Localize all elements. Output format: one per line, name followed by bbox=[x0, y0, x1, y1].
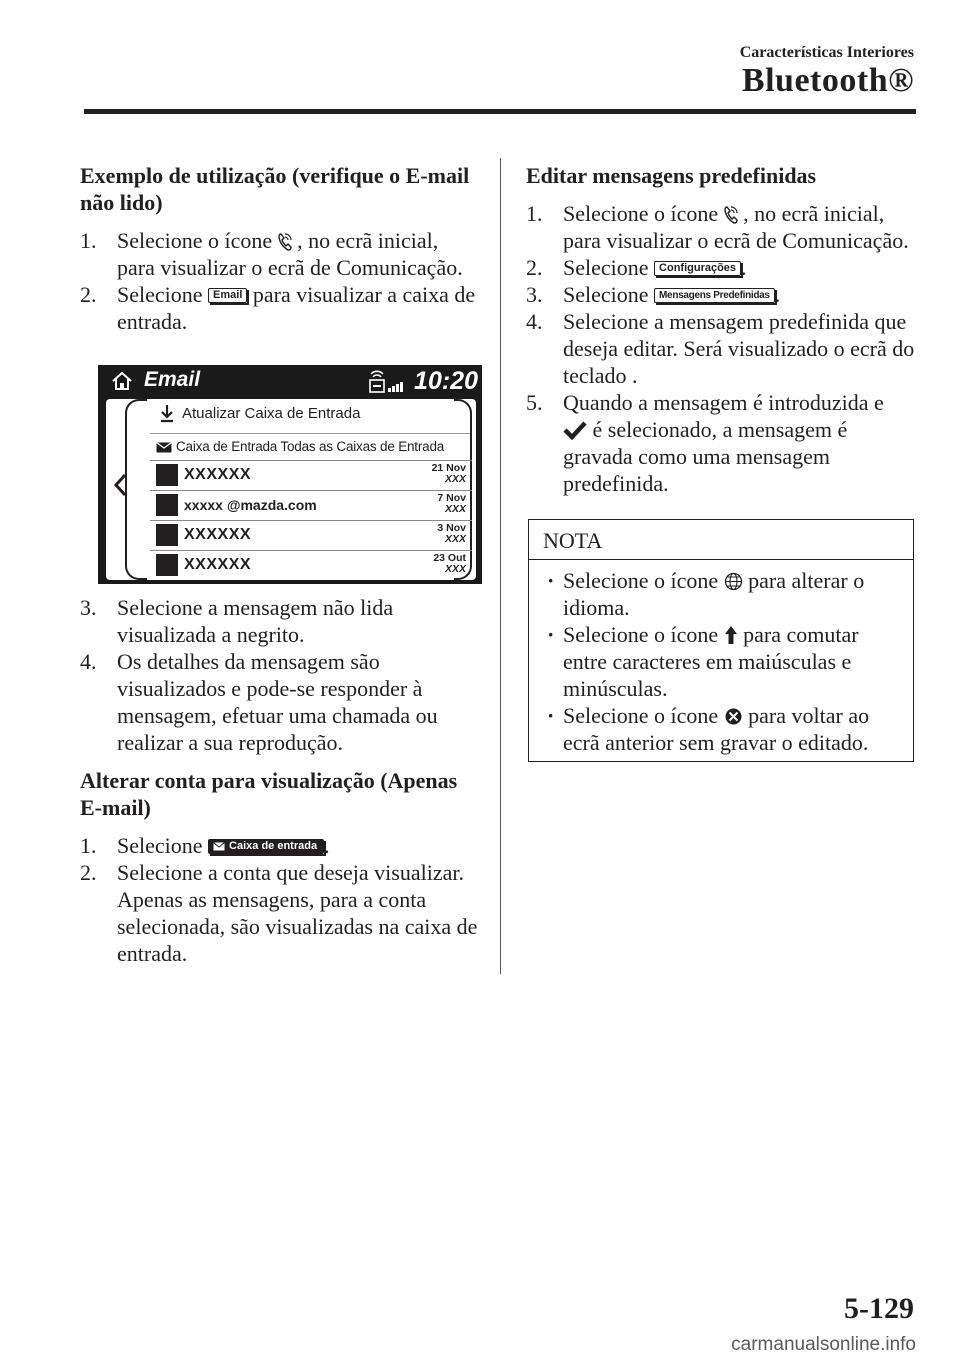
inbox-row[interactable] bbox=[150, 550, 472, 580]
inbox-tabs[interactable] bbox=[150, 433, 470, 460]
step-3 bbox=[80, 594, 480, 648]
avatar-icon bbox=[156, 494, 178, 516]
step-text: . bbox=[741, 255, 747, 280]
step-number: 1. bbox=[80, 228, 97, 253]
step-1r bbox=[526, 200, 918, 254]
step-text: Selecione bbox=[563, 282, 655, 307]
step-text: para visualizar a caixa de entrada. bbox=[117, 282, 476, 334]
communication-icon bbox=[724, 206, 738, 224]
message-date: 7 Nov XXX bbox=[437, 492, 466, 515]
update-inbox-button[interactable] bbox=[158, 405, 360, 422]
step-text: Selecione o ícone bbox=[117, 228, 278, 253]
preset-messages-button[interactable]: Mensagens Predefinidas bbox=[654, 288, 775, 303]
step-number: 4. bbox=[526, 309, 543, 334]
section-subtitle: Características Interiores bbox=[739, 44, 914, 61]
avatar-icon bbox=[156, 524, 178, 546]
signal-icon bbox=[366, 368, 406, 394]
step-2r bbox=[526, 254, 918, 281]
step-4 bbox=[80, 648, 480, 756]
step-2b bbox=[80, 859, 480, 967]
heading-change-account: Alterar conta para visualização (Apenas E-mail) bbox=[80, 768, 458, 820]
step-2 bbox=[80, 281, 480, 335]
tabs-label: Caixa de Entrada Todas as Caixas de Entrada bbox=[176, 439, 445, 454]
inbox-row[interactable] bbox=[150, 490, 472, 520]
email-screen-illustration bbox=[98, 365, 482, 584]
note-item: · Selecione o ícone para voltar ao ecrã anterior sem gravar o editado. bbox=[547, 702, 903, 756]
header-rule bbox=[84, 109, 916, 114]
sender-name: XXXXXX bbox=[184, 466, 252, 483]
inbox-button[interactable]: Caixa de entrada bbox=[208, 839, 324, 854]
screen-clock: 10:20 bbox=[414, 367, 478, 395]
right-column bbox=[526, 162, 918, 497]
home-icon[interactable] bbox=[111, 372, 133, 390]
step-text: Selecione bbox=[563, 255, 655, 280]
sender-name: XXXXXX bbox=[184, 526, 252, 543]
settings-button[interactable]: Configurações bbox=[654, 261, 741, 276]
sender-name: xxxxx @mazda.com bbox=[184, 497, 317, 513]
heading-edit-presets: Editar mensagens predefinidas bbox=[526, 163, 817, 188]
left-column-lower bbox=[80, 594, 480, 967]
screen-panel bbox=[106, 399, 476, 580]
step-5r bbox=[526, 389, 918, 497]
step-number: 3. bbox=[80, 595, 97, 620]
close-icon bbox=[724, 707, 743, 726]
update-label: Atualizar Caixa de Entrada bbox=[182, 405, 361, 422]
frame-left bbox=[125, 399, 147, 580]
left-column bbox=[80, 162, 480, 335]
step-number: 3. bbox=[526, 282, 543, 307]
message-date: 23 Out XXX bbox=[433, 552, 466, 575]
checkmark-icon bbox=[563, 420, 587, 440]
step-text: Selecione a mensagem não lida visualizada a negrito. bbox=[117, 595, 394, 647]
step-text: é selecionado, a mensagem é gravada como uma mensagem predefinida. bbox=[563, 417, 848, 496]
step-text: Os detalhes da mensagem são visualizados e pode-se responder à mensagem, efetuar uma chamada ou realizar a sua reprodução. bbox=[117, 649, 438, 755]
envelope-icon bbox=[156, 442, 172, 453]
step-text: Quando a mensagem é introduzida e bbox=[563, 390, 884, 415]
note-box bbox=[528, 519, 914, 762]
message-date: 3 Nov XXX bbox=[437, 522, 466, 545]
watermark: carmanualsonline.info bbox=[731, 1334, 916, 1355]
step-number: 5. bbox=[526, 390, 543, 415]
page-number: 5-129 bbox=[844, 1292, 914, 1325]
step-text: . bbox=[324, 833, 330, 858]
email-button[interactable]: Email bbox=[208, 288, 247, 303]
page-title: Bluetooth® bbox=[741, 62, 914, 99]
globe-icon bbox=[724, 572, 743, 591]
step-text: Selecione a mensagem predefinida que deseja editar. Será visualizado o ecrã do teclado . bbox=[563, 309, 915, 388]
note-item: · Selecione o ícone para alterar o idioma. bbox=[547, 567, 903, 621]
step-text: . bbox=[774, 282, 781, 307]
inbox-row[interactable] bbox=[150, 460, 472, 490]
shift-arrow-icon bbox=[724, 625, 738, 645]
step-number: 4. bbox=[80, 649, 97, 674]
step-number: 1. bbox=[526, 201, 543, 226]
back-arrow-icon[interactable] bbox=[113, 473, 127, 497]
inbox-row[interactable] bbox=[150, 520, 472, 550]
step-text: Selecione bbox=[117, 833, 209, 858]
message-date: 21 Nov XXX bbox=[431, 462, 466, 485]
step-text: Selecione a conta que deseja visualizar. Apenas as mensagens, para a conta selecionada, são visualizadas na caixa de entrada. bbox=[117, 860, 478, 966]
step-number: 1. bbox=[80, 833, 97, 858]
step-4r bbox=[526, 308, 918, 389]
avatar-icon bbox=[156, 464, 178, 486]
step-text: , no ecrã inicial, para visualizar o ecrã de Comunicação. bbox=[563, 201, 909, 253]
step-text: Selecione o ícone bbox=[563, 201, 724, 226]
step-text: Selecione bbox=[117, 282, 209, 307]
heading-check-unread: Exemplo de utilização (verifique o E-mail não lido) bbox=[80, 163, 470, 215]
communication-icon bbox=[278, 233, 292, 251]
note-item: · Selecione o ícone para comutar entre caracteres em maiúsculas e minúsculas. bbox=[547, 621, 903, 702]
note-title: NOTA bbox=[529, 520, 913, 560]
avatar-icon bbox=[156, 554, 178, 576]
step-3r bbox=[526, 281, 918, 308]
screen-title: Email bbox=[144, 368, 201, 391]
column-divider bbox=[500, 158, 501, 974]
download-icon bbox=[160, 405, 174, 423]
step-1b bbox=[80, 832, 480, 859]
step-number: 2. bbox=[80, 282, 97, 307]
sender-name: XXXXXX bbox=[184, 556, 252, 573]
envelope-icon bbox=[213, 842, 225, 851]
step-number: 2. bbox=[80, 860, 97, 885]
step-1 bbox=[80, 227, 480, 281]
step-text: , no ecrã inicial, para visualizar o ecrã de Comunicação. bbox=[117, 228, 463, 280]
step-number: 2. bbox=[526, 255, 543, 280]
